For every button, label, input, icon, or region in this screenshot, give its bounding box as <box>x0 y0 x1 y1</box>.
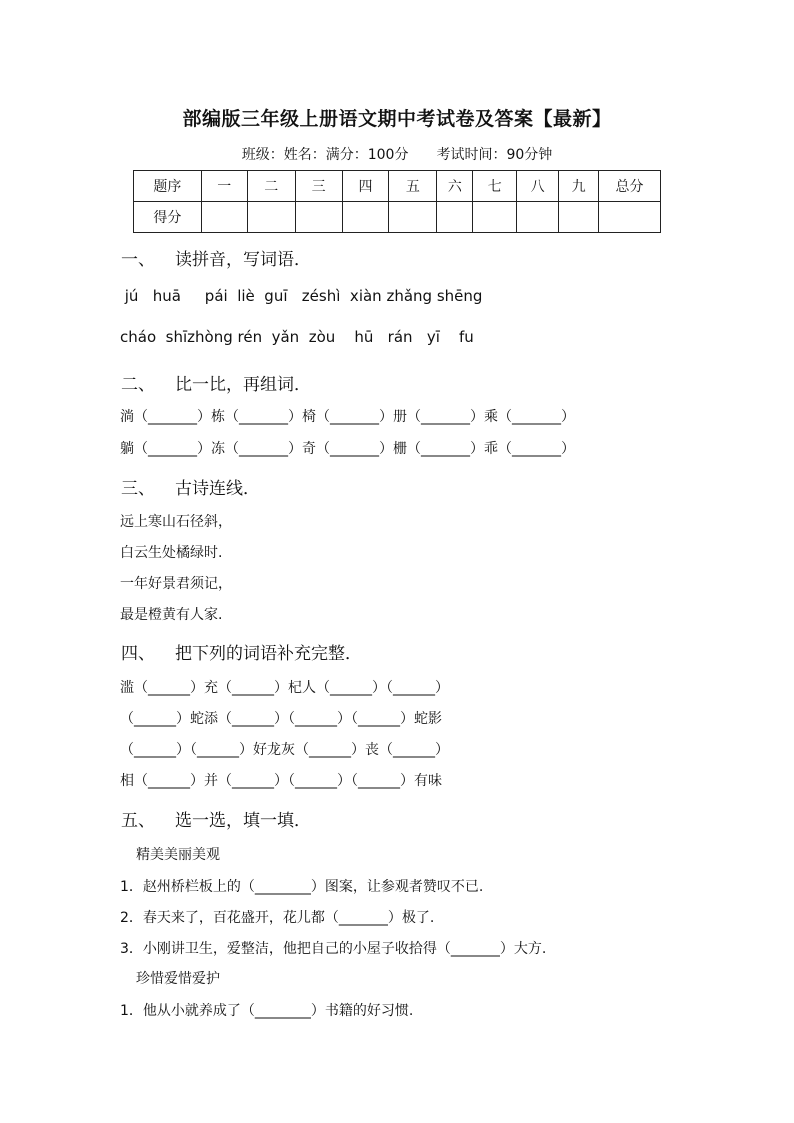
exercise-line: 淌（_______）栋（_______）椅（_______）册（_______）乘（_______） <box>120 409 575 425</box>
section-title: 读拼音，写词语． <box>175 250 311 270</box>
score-cell[interactable] <box>201 202 247 233</box>
section-4-heading <box>121 639 362 664</box>
score-cell[interactable] <box>437 202 473 233</box>
section-2-heading <box>121 370 311 395</box>
cell-q1: 一 <box>201 171 247 202</box>
cell-q9: 九 <box>559 171 599 202</box>
cell-q3: 三 <box>295 171 342 202</box>
word-choices: 珍惜爱惜爱护 <box>136 971 220 987</box>
score-cell[interactable] <box>559 202 599 233</box>
section-number: 一、 <box>121 250 155 270</box>
section-title: 古诗连线． <box>175 479 260 499</box>
cell-q6: 六 <box>437 171 473 202</box>
exercise-line: 相（______）并（______）（______）（______）有味 <box>120 773 442 789</box>
cell-q2: 二 <box>247 171 295 202</box>
score-cell[interactable] <box>517 202 559 233</box>
section-number: 五、 <box>121 811 155 831</box>
question-item: 1．赵州桥栏板上的（________）图案，让参观者赞叹不已. <box>120 879 484 895</box>
poem-line: 最是橙黄有人家. <box>120 607 223 623</box>
score-table <box>133 170 661 233</box>
question-item: 3．小刚讲卫生，爱整洁，他把自己的小屋子收拾得（_______）大方. <box>120 941 547 957</box>
section-1-heading <box>121 245 311 270</box>
score-cell[interactable] <box>389 202 437 233</box>
cell-q5: 五 <box>389 171 437 202</box>
section-title: 选一选，填一填． <box>175 811 311 831</box>
section-title: 比一比，再组词． <box>175 375 311 395</box>
exercise-line: （______）蛇添（______）（______）（______）蛇影 <box>120 711 442 727</box>
section-title: 把下列的词语补充完整． <box>175 644 362 664</box>
section-5-heading <box>121 806 311 831</box>
page-title: 部编版三年级上册语文期中考试卷及答案【最新】 <box>182 108 612 130</box>
question-item: 2．春天来了，百花盛开，花儿都（_______）极了. <box>120 910 435 926</box>
question-item: 1．他从小就养成了（________）书籍的好习惯. <box>120 1003 414 1019</box>
cell-score-label: 得分 <box>134 202 202 233</box>
score-cell[interactable] <box>599 202 661 233</box>
pinyin-line: cháo shīzhòng rén yǎn zòu hū rán yī fu <box>120 328 474 346</box>
cell-total: 总分 <box>599 171 661 202</box>
poem-line: 白云生处橘绿时. <box>120 545 223 561</box>
score-cell[interactable] <box>295 202 342 233</box>
section-3-heading <box>121 474 260 499</box>
section-number: 四、 <box>121 644 155 664</box>
word-choices: 精美美丽美观 <box>136 847 220 863</box>
score-cell[interactable] <box>247 202 295 233</box>
score-table-score-row <box>134 202 661 233</box>
exercise-line: 躺（_______）冻（_______）奇（_______）栅（_______）乖（_______） <box>120 441 575 457</box>
exercise-line: （______）（______）好龙灰（______）丧（______） <box>120 742 449 758</box>
exercise-line: 滥（______）充（______）杞人（______）（______） <box>120 680 449 696</box>
score-table-header-row <box>134 171 661 202</box>
section-number: 三、 <box>121 479 155 499</box>
cell-label: 题序 <box>134 171 202 202</box>
cell-q7: 七 <box>473 171 517 202</box>
score-cell[interactable] <box>342 202 389 233</box>
exam-info: 班级：姓名：满分：100分 考试时间：90分钟 <box>241 147 553 163</box>
pinyin-line: jú huā pái liè guī zéshì xiàn zhǎng shēng <box>120 287 483 305</box>
cell-q8: 八 <box>517 171 559 202</box>
section-number: 二、 <box>121 375 155 395</box>
cell-q4: 四 <box>342 171 389 202</box>
score-cell[interactable] <box>473 202 517 233</box>
poem-line: 一年好景君须记， <box>120 576 232 592</box>
poem-line: 远上寒山石径斜， <box>120 514 232 530</box>
